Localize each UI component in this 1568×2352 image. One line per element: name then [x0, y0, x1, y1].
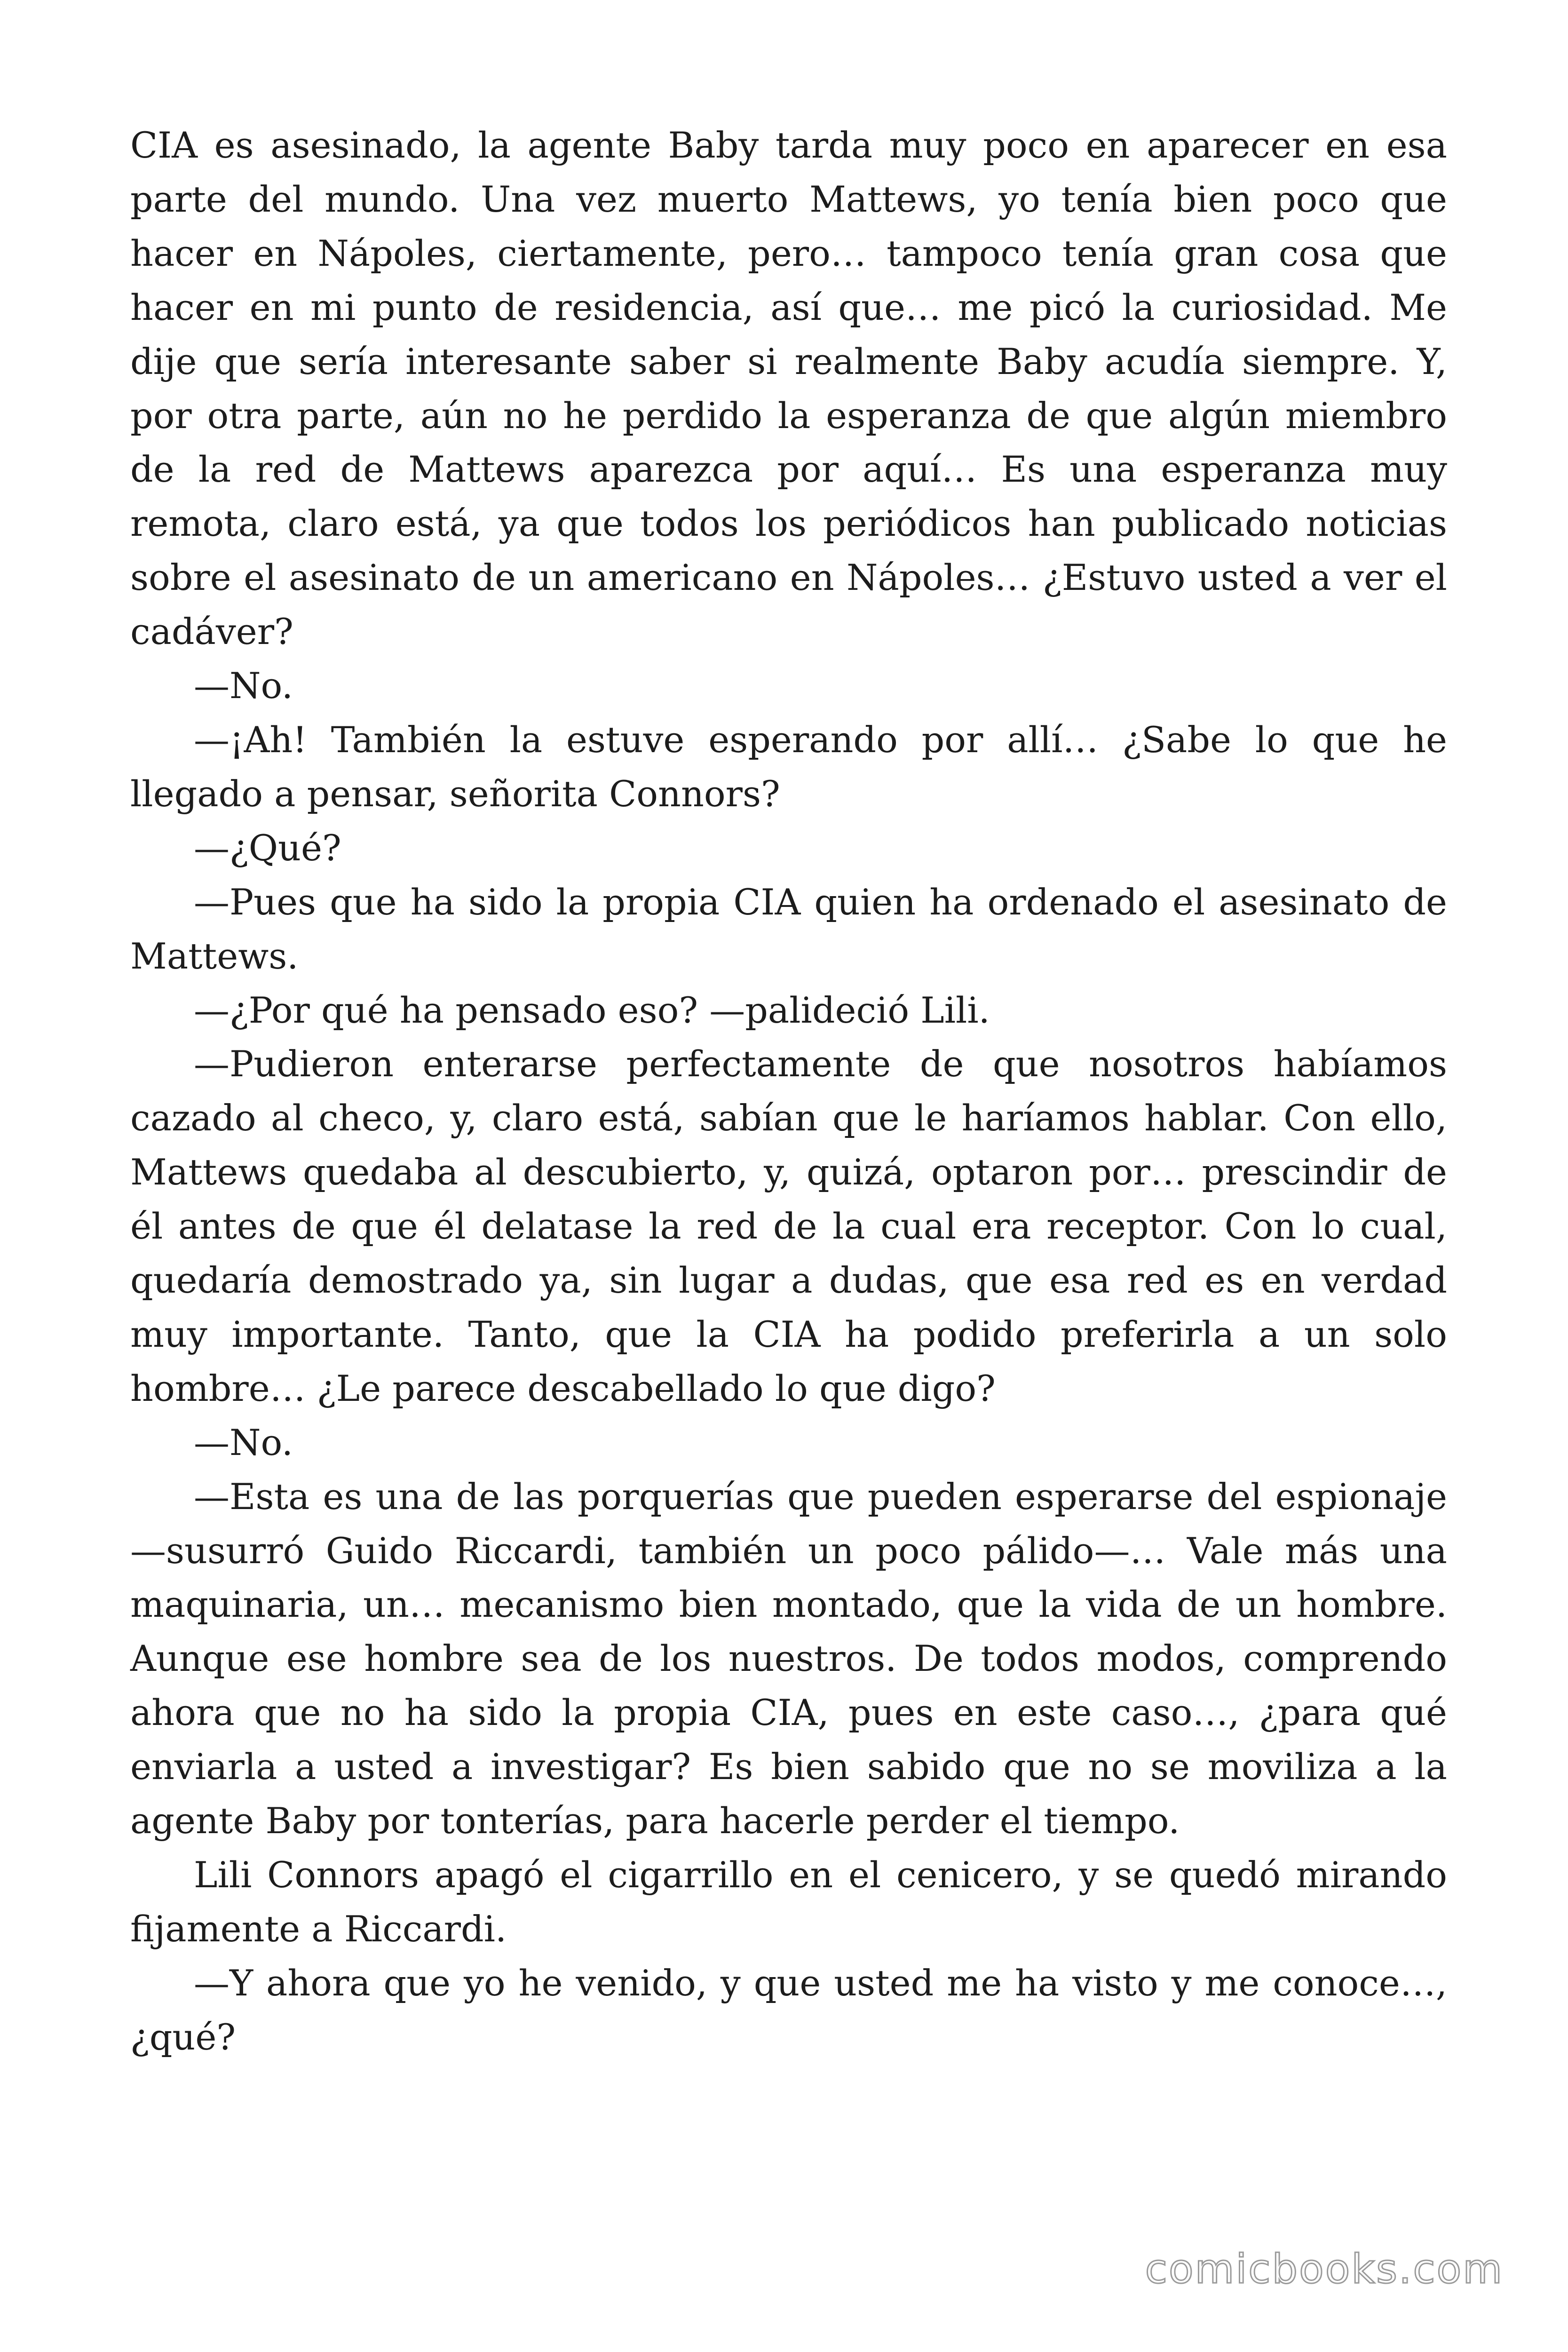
paragraph-4: —¿Qué? [194, 826, 341, 869]
paragraph-3: —¡Ah! También la estuve esperando por allí… ¿Sabe lo que he llegado a pensar, señorita Connors? [130, 718, 1447, 815]
watermark: comicbooks.com [1145, 2246, 1504, 2293]
paragraph-2: —No. [194, 665, 293, 707]
paragraph-11: —Y ahora que yo he venido, y que usted me ha visto y me conoce…, ¿qué? [130, 1962, 1447, 2058]
paragraph-10: Lili Connors apagó el cigarrillo en el cenicero, y se quedó mirando fijamente a Riccardi. [130, 1854, 1447, 1950]
paragraph-6: —¿Por qué ha pensado eso? —palideció Lili. [194, 989, 990, 1031]
paragraph-8: —No. [194, 1421, 293, 1463]
paragraph-9: —Esta es una de las porquerías que pueden esperarse del espionaje —susurró Guido Riccardi, también un poco pálido—… Vale más una maquinaria, un… mecanismo bien montado, que la vida de un hombre. Aunque ese hombre sea de los nuestros. De todos modos, comprendo ahora que no ha sido la propia CIA, pues en este caso…, ¿para qué enviarla a usted a investigar? Es bien sabido que no se moviliza a la agente Baby por tonterías, para hacerle perder el tiempo. [130, 1475, 1447, 1842]
paragraph-5: —Pues que ha sido la propia CIA quien ha ordenado el asesinato de Mattews. [130, 881, 1447, 977]
paragraph-1: CIA es asesinado, la agente Baby tarda muy poco en aparecer en esa parte del mundo. Una vez muerto Mattews, yo tenía bien poco que hacer en Nápoles, ciertamente, pero… tampoco tenía gran cosa que hacer en mi punto de residencia, así que… me picó la curiosidad. Me dije que sería interesante saber si realmente Baby acudía siempre. Y, por otra parte, aún no he perdido la esperanza de que algún miembro de la red de Mattews aparezca por aquí… Es una esperanza muy remota, claro está, ya que todos los periódicos han publicado noticias sobre el asesinato de un americano en Nápoles… ¿Estuvo usted a ver el cadáver? [130, 124, 1447, 653]
paragraph-7: —Pudieron enterarse perfectamente de que nosotros habíamos cazado al checo, y, claro está, sabían que le haríamos hablar. Con ello, Mattews quedaba al descubierto, y, quizá, optaron por… prescindir de él antes de que él delatase la red de la cual era receptor. Con lo cual, quedaría demostrado ya, sin lugar a dudas, que esa red es en verdad muy importante. Tanto, que la CIA ha podido preferirla a un solo hombre… ¿Le parece descabellado lo que digo? [130, 1043, 1447, 1409]
page-body [130, 119, 1447, 2065]
